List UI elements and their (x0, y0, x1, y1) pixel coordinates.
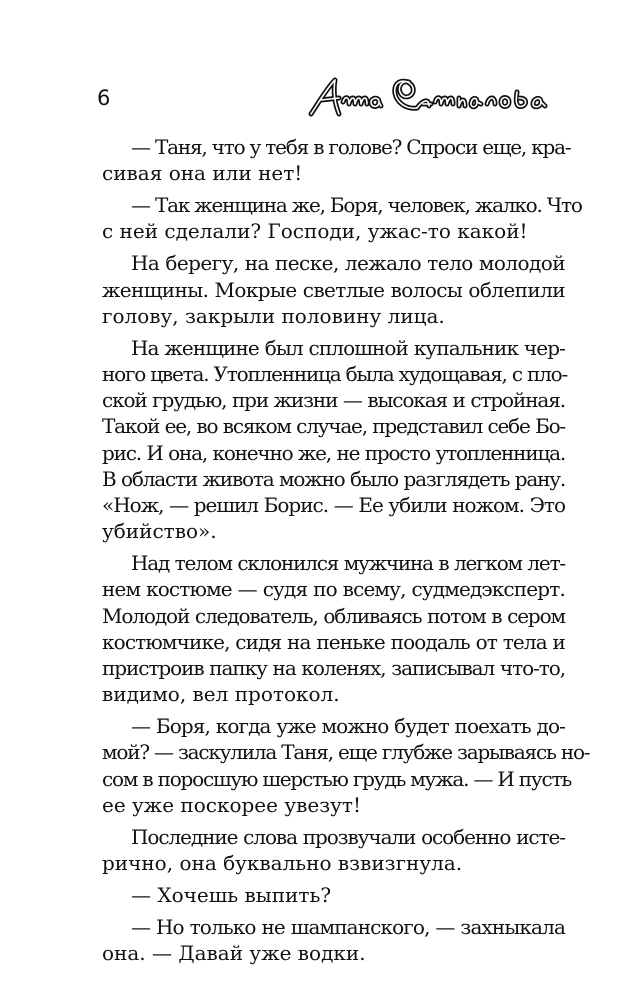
text-line: видимо, вел протокол. (102, 682, 340, 707)
paragraph (102, 335, 568, 545)
text-line: она. — Давай уже водки. (102, 941, 366, 966)
text-line: ного цвета. Утопленница была худощавая, с пло- (102, 362, 568, 387)
text-line: Молодой следователь, обливаясь потом в сером (102, 603, 565, 628)
text-line: сивая она или нет! (102, 161, 303, 186)
text-line: ской грудью, при жизни — высокая и стройная. (102, 388, 565, 413)
text-line: — Боря, когда уже можно будет поехать до- (131, 714, 565, 739)
text-line: голову, закрыли половину лица. (102, 303, 445, 328)
text-line: На женщине был сплошной купальник чер- (131, 335, 565, 360)
text-line: Такой ее, во всяком случае, представил себе Бо- (102, 414, 565, 439)
paragraph (102, 250, 565, 329)
text-line: «Нож, — решил Борис. — Ее убили ножом. Это (102, 493, 565, 518)
text-line: нем костюме — судя по всему, судмедэксперт. (102, 577, 565, 602)
paragraph (102, 550, 565, 707)
text-line: рично, она буквально взвизгнула. (102, 851, 463, 876)
body-text (102, 134, 590, 972)
text-line: — Таня, что у тебя в голове? Спроси еще, кра- (131, 135, 571, 159)
text-line: женщины. Мокрые светлые волосы облепили (102, 277, 565, 302)
text-line: Последние слова прозвучали особенно исте- (131, 824, 565, 849)
text-line: сом в поросшую шерстью грудь мужа. — И пусть (102, 766, 572, 791)
paragraph (102, 882, 565, 908)
text-line: с ней сделали? Господи, ужас-то какой! (102, 219, 528, 244)
text-line: Над телом склонился мужчина в легком лет- (131, 551, 565, 576)
text-line: ее уже поскорее увезут! (102, 792, 361, 817)
text-line: — Так женщина же, Боря, человек, жалко. Что (131, 193, 582, 218)
text-line: На берегу, на песке, лежало тело молодой (131, 251, 565, 276)
text-line: В области живота можно было разглядеть рану. (102, 466, 565, 491)
text-line: убийство». (102, 519, 217, 544)
paragraph (102, 824, 565, 876)
paragraph (102, 713, 590, 818)
paragraph (102, 914, 565, 966)
text-line: — Хочешь выпить? (131, 883, 332, 908)
text-line: пристроив папку на коленях, записывал что-то, (102, 656, 565, 681)
text-line: костюмчике, сидя на пеньке поодаль от тела и (102, 629, 565, 654)
page-number: 6 (97, 86, 111, 110)
text-line: мой? — заскулила Таня, еще глубже зарываясь но- (102, 740, 590, 765)
text-line: рис. И она, конечно же, не просто утопленница. (102, 440, 565, 465)
paragraph (102, 134, 571, 186)
paragraph (102, 192, 582, 244)
author-signature (305, 74, 575, 120)
text-line: — Но только не шампанского, — захныкала (131, 915, 565, 940)
